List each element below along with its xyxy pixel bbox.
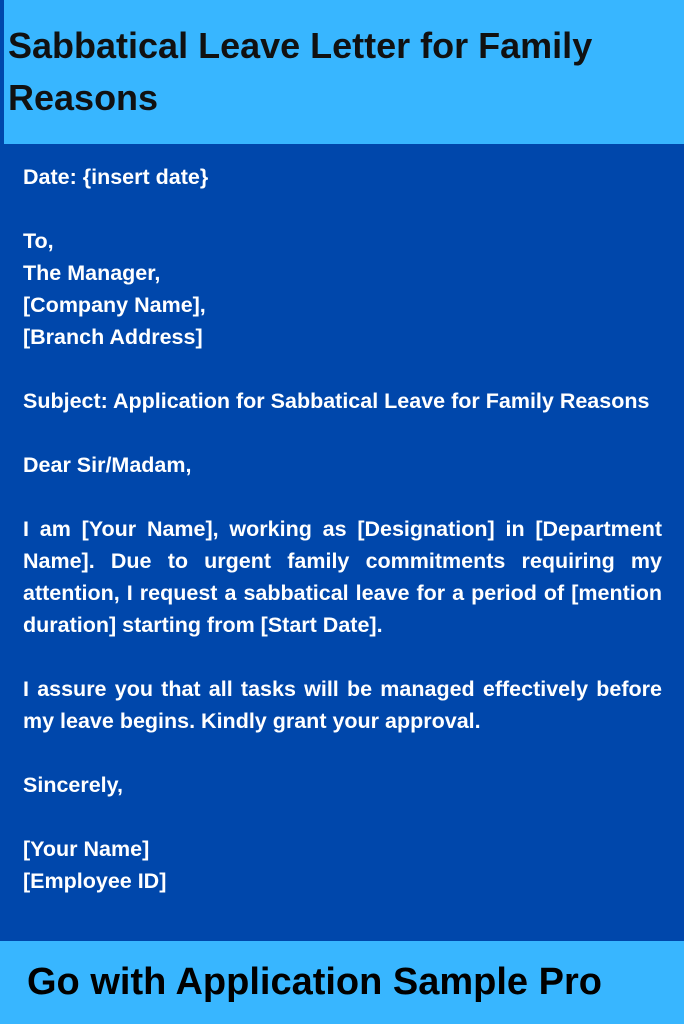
letter-to: To, [23, 229, 54, 253]
spacer [23, 737, 662, 769]
footer-text: Go with Application Sample Pro [27, 961, 602, 1003]
letter-address: [Branch Address] [23, 325, 203, 349]
header-banner [0, 0, 684, 144]
letter-body [23, 161, 662, 897]
letter-signature-name: [Your Name] [23, 837, 150, 861]
letter-paragraph-1: I am [Your Name], working as [Designation] in [Department Name]. Due to urgent family commitments requiring my attention, I request a sabbatical leave for a period of [mention duration] starting from [Start Date]. [23, 517, 662, 637]
letter-recipient: The Manager, [23, 261, 161, 285]
spacer [23, 801, 662, 833]
spacer [23, 353, 662, 385]
letter-employee-id: [Employee ID] [23, 869, 167, 893]
footer-banner [0, 941, 684, 1024]
spacer [23, 641, 662, 673]
letter-date: Date: {insert date} [23, 165, 209, 189]
letter-closing: Sincerely, [23, 773, 123, 797]
spacer [23, 193, 662, 225]
page-title: Sabbatical Leave Letter for Family Reasons [8, 25, 593, 118]
letter-subject: Subject: Application for Sabbatical Leave for Family Reasons [23, 389, 650, 413]
spacer [23, 417, 662, 449]
spacer [23, 481, 662, 513]
letter-paragraph-2: I assure you that all tasks will be managed effectively before my leave begins. Kindly grant your approval. [23, 677, 662, 733]
letter-salutation: Dear Sir/Madam, [23, 453, 192, 477]
letter-company: [Company Name], [23, 293, 206, 317]
